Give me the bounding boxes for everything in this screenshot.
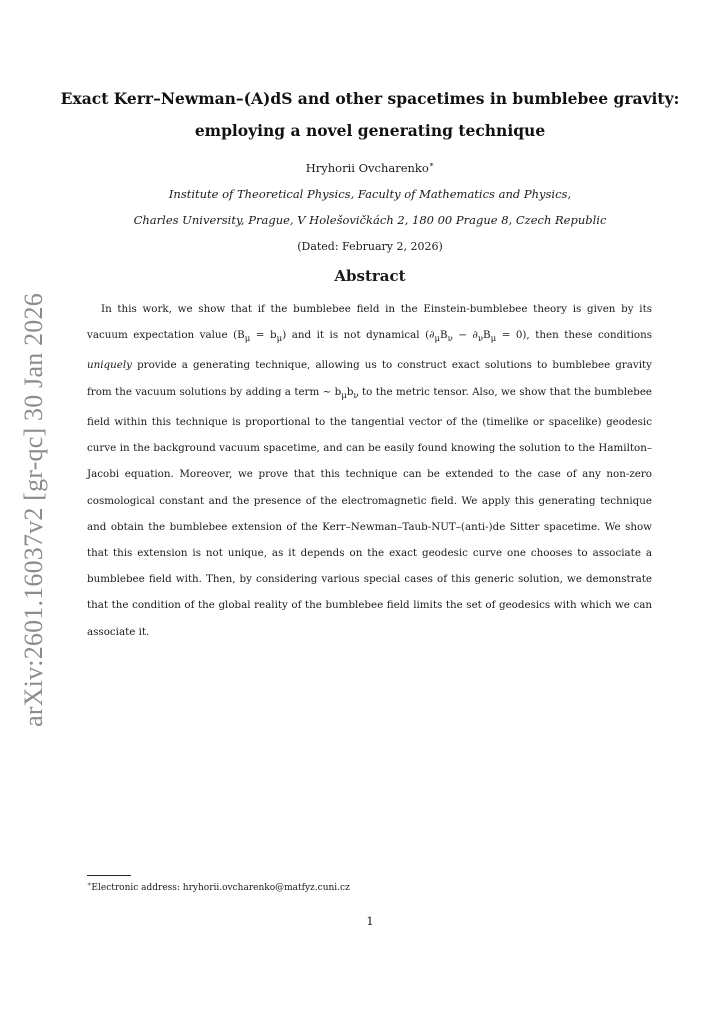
abstract-text: B: [440, 329, 448, 342]
math-subscript: μ: [244, 334, 251, 345]
abstract-text: ) and it is not dynamical (∂: [282, 329, 435, 342]
footnote-rule: [87, 875, 131, 876]
abstract-heading: Abstract: [334, 267, 406, 285]
affiliation-line-2: Charles University, Prague, V Holešovičkách 2, 180 00 Prague 8, Czech Republic: [133, 213, 607, 227]
footnote-text: Electronic address: hryhorii.ovcharenko@matfyz.cuni.cz: [91, 883, 350, 893]
abstract-text: b: [346, 385, 354, 398]
date-line: (Dated: February 2, 2026): [297, 240, 443, 253]
abstract-text: − ∂: [452, 329, 478, 342]
abstract-text: = b: [250, 329, 277, 342]
abstract-text: = 0), then these conditions: [496, 329, 653, 342]
math-subscript: μ: [434, 334, 441, 345]
arxiv-identifier-stamp: arXiv:2601.16037v2 [gr-qc] 30 Jan 2026: [19, 293, 48, 727]
math-subscript: ν: [447, 334, 453, 345]
abstract-text: provide a generating technique, allowing us to construct exact solutions to bumblebee gravity from the vacuum solutions by adding a term ∼ b: [87, 359, 652, 398]
abstract-text: B: [483, 329, 491, 342]
abstract-text: In this work, we show that if the bumblebee field in the Einstein-bumblebee theory is given by its vacuum expectation value (B: [87, 303, 652, 342]
affiliation-line-1: Institute of Theoretical Physics, Faculty of Mathematics and Physics,: [168, 187, 572, 201]
math-subscript: ν: [353, 390, 359, 401]
abstract-text: to the metric tensor. Also, we show that the bumblebee field within this technique is proportional to the tangential vector of the (timelike or spacelike) geodesic curve in the background vacuum spacetime, and can be easily found knowing the solution to the Hamilton–Jacobi equation. Moreover, we prove that this technique can be extended to the case of any non-zero cosmological constant and the presence of the electromagnetic field. We apply this generating technique and obtain the bumblebee extension of the Kerr–Newman–Taub-NUT–(anti-)de Sitter spacetime. We show that this extension is not unique, as it depends on the exact geodesic curve one chooses to associate a bumblebee field with. Then, by considering various special cases of this generic solution, we demonstrate that the condition of the global reality of the bumblebee field limits the set of geodesics with which we can associate it.: [87, 385, 653, 638]
math-subscript: μ: [276, 334, 283, 345]
math-subscript: μ: [490, 334, 497, 345]
emphasized-word: uniquely: [87, 359, 132, 372]
author-name: Hryhorii Ovcharenko: [305, 160, 429, 175]
paper-title: Exact Kerr–Newman–(A)dS and other spacetimes in bumblebee gravity: employing a novel generating technique: [60, 89, 680, 140]
math-subscript: ν: [477, 334, 484, 345]
abstract-body: [87, 296, 652, 645]
author-footnote-mark: ∗: [428, 160, 435, 169]
page-number: 1: [366, 914, 374, 928]
math-subscript: μ: [341, 390, 347, 401]
footnote-mark: ∗: [87, 880, 92, 888]
author-line: [60, 160, 680, 175]
footnote: [87, 880, 350, 893]
